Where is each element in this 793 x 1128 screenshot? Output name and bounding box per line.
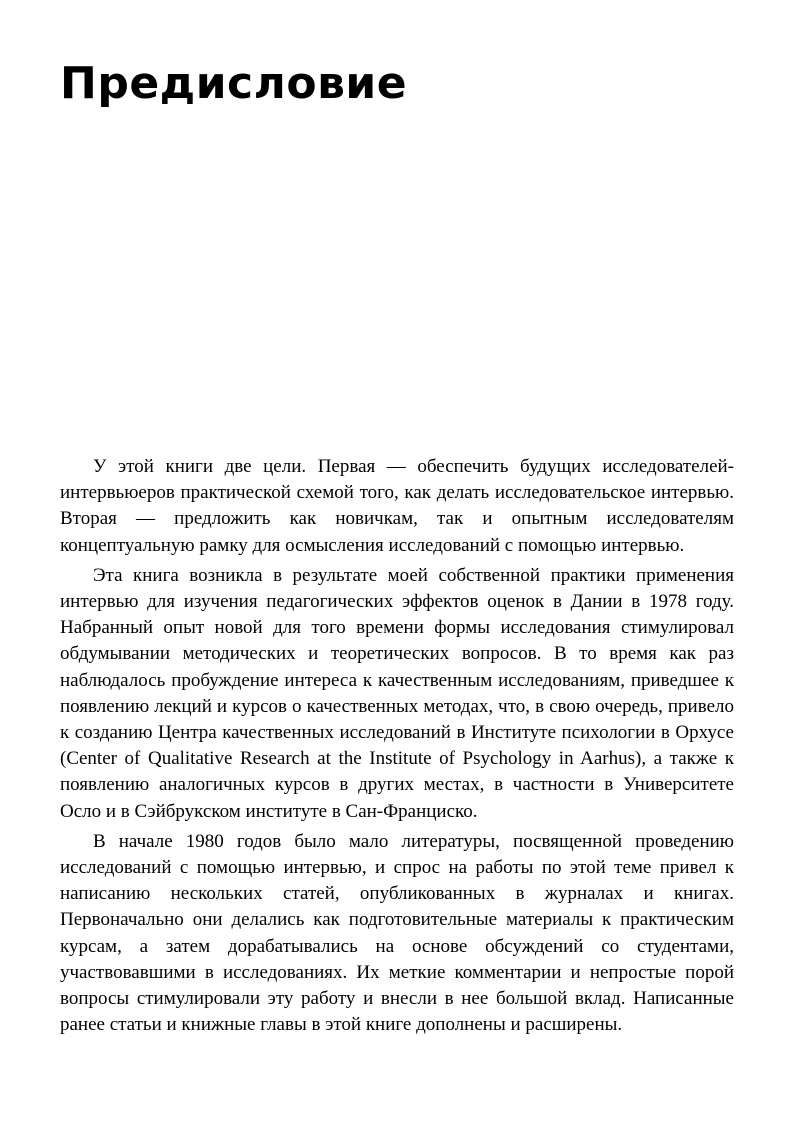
preface-body — [60, 454, 734, 1042]
paragraph-1: У этой книги две цели. Первая — обеспечить будущих исследователей-интервьюеров практической схемой того, как делать исследовательское интервью. Вторая — предложить как новичкам, так и опытным исследователям концептуальную рамку для осмысления исследований с помощью интервью. — [60, 456, 734, 556]
paragraph-3: В начале 1980 годов было мало литературы, посвященной проведению исследований с помощью интервью, и спрос на работы по этой теме привел к написанию нескольких статей, опубликованных в журналах и книгах. Первоначально они делались как подготовительные материалы к практическим курсам, а затем дорабатывались на основе обсуждений со студентами, участвовавшими в исследованиях. Их меткие комментарии и непростые порой вопросы стимулировали эту работу и внесли в нее большой вклад. Написанные ранее статьи и книжные главы в этой книге дополнены и расширены. — [60, 830, 734, 1036]
chapter-title: Предисловие — [60, 58, 408, 109]
paragraph-2: Эта книга возникла в результате моей собственной практики применения интервью для изучения педагогических эффектов оценок в Дании в 1978 году. Набранный опыт новой для того времени формы исследования стимулировал обдумывании методических и теоретических вопросов. В то время как раз наблюдалось пробуждение интереса к качественным исследованиям, приведшее к появлению лекций и курсов о качественных методах, что, в свою очередь, привело к созданию Центра качественных исследований в Институте психологии в Орхусе (Center of Qualitative Research at the Institute of Psychology in Aarhus), а также к появлению аналогичных курсов в других местах, в частности в Университете Осло и в Сэйбрукском институте в Сан-Франциско. — [60, 564, 734, 822]
